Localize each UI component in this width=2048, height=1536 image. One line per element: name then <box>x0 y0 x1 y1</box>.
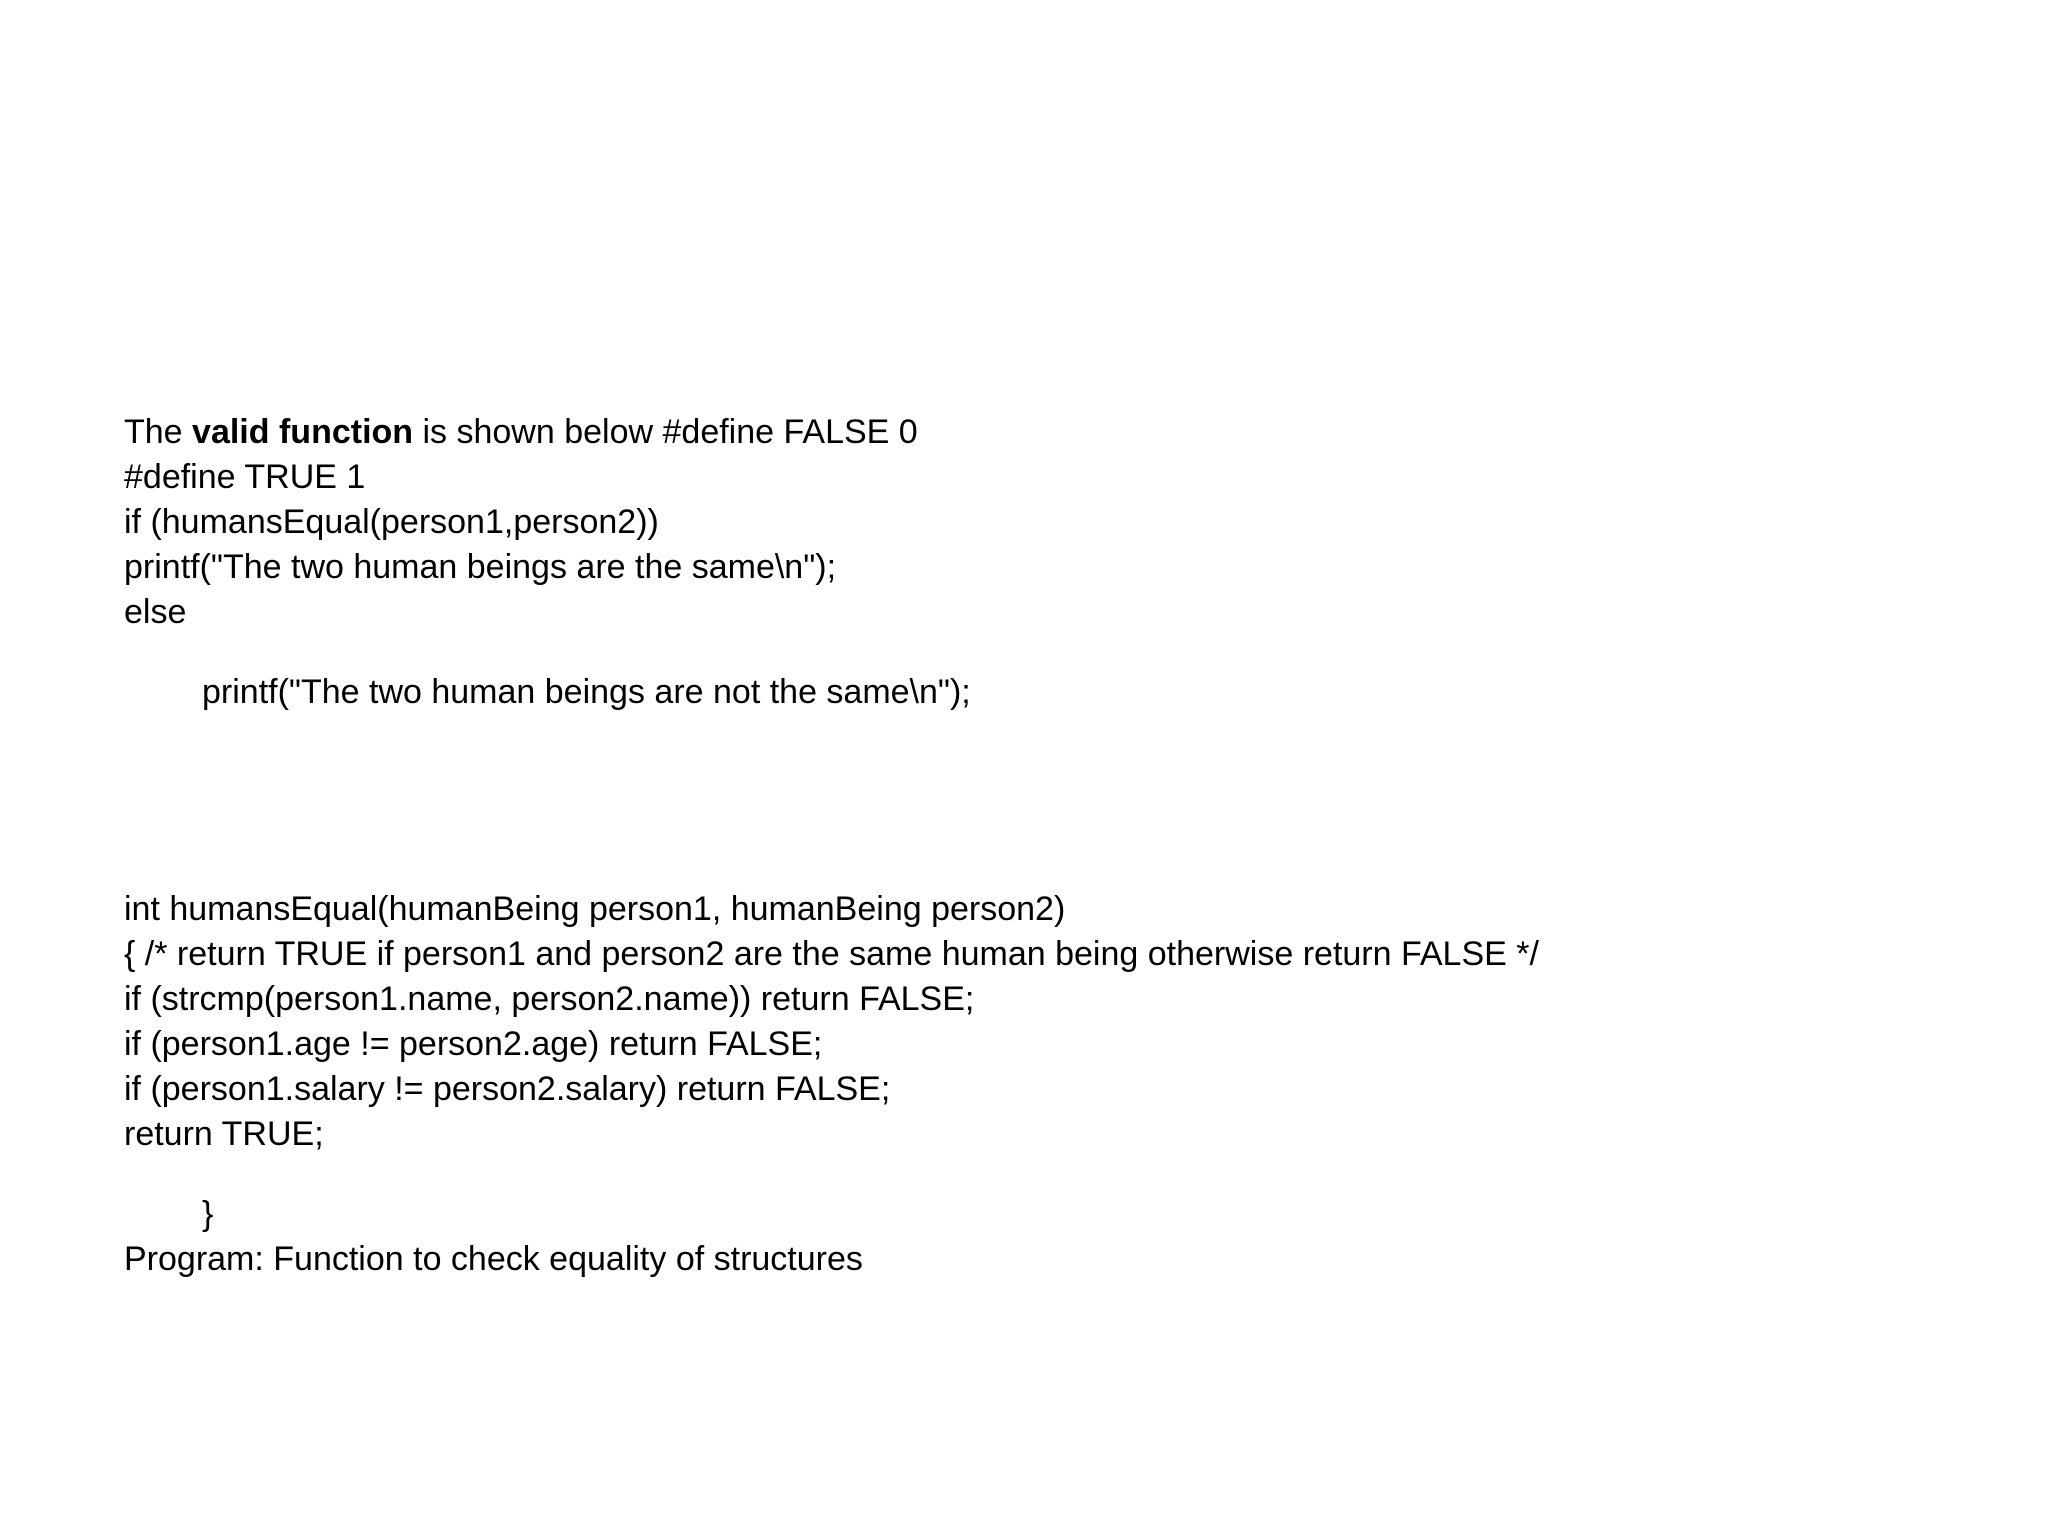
intro-suffix: is shown below #define FALSE 0 <box>413 413 918 451</box>
function-open-comment: { /* return TRUE if person1 and person2 are the same human being otherwise return FALSE */ <box>124 935 1539 973</box>
program-caption: Program: Function to check equality of structures <box>124 1240 863 1278</box>
code-line-printf-not-same: printf("The two human beings are not the same\n"); <box>202 673 971 711</box>
function-salary-line: if (person1.salary != person2.salary) return FALSE; <box>124 1070 891 1108</box>
code-line-else: else <box>124 593 187 631</box>
intro-bold-term: valid function <box>192 413 414 451</box>
closing-brace: } <box>202 1195 214 1233</box>
function-signature: int humansEqual(humanBeing person1, humanBeing person2) <box>124 890 1066 928</box>
code-line-define-true: #define TRUE 1 <box>124 458 366 496</box>
intro-line <box>124 410 918 454</box>
code-line-printf-same: printf("The two human beings are the same\n"); <box>124 548 837 586</box>
function-age-line: if (person1.age != person2.age) return FALSE; <box>124 1025 823 1063</box>
code-line-if: if (humansEqual(person1,person2)) <box>124 503 659 541</box>
function-return-true: return TRUE; <box>124 1115 324 1153</box>
intro-prefix: The <box>124 413 193 451</box>
function-strcmp-line: if (strcmp(person1.name, person2.name)) return FALSE; <box>124 980 975 1018</box>
